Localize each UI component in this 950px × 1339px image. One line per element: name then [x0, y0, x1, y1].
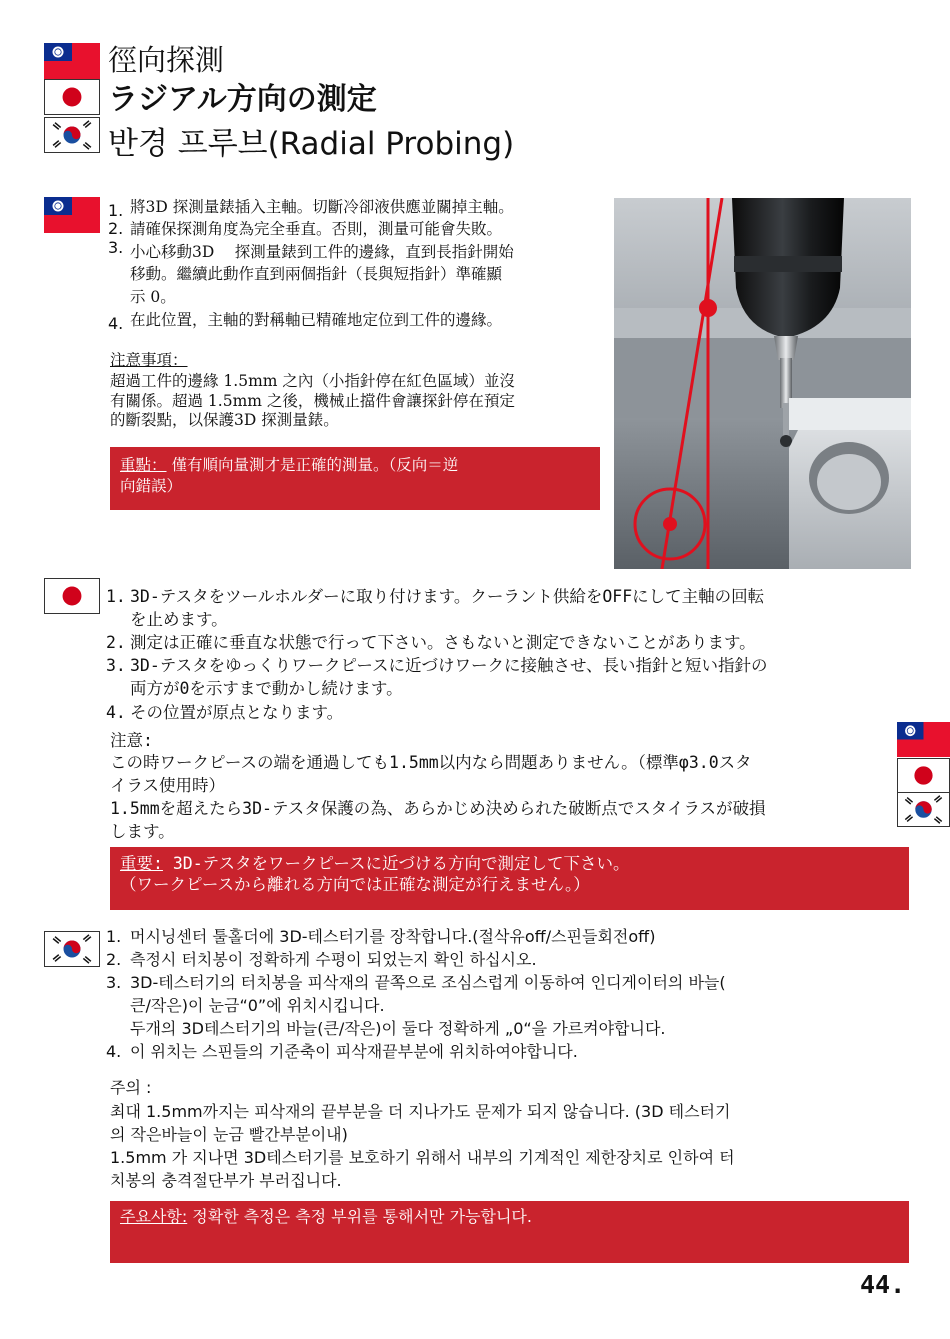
ja-item-2-line-1: 測定は正確に垂直な状態で行って下さい。さもないと測定できないことがあります。: [130, 633, 756, 652]
ko-item-3-num: 3.: [106, 973, 122, 992]
zh-important-label: 重點：: [120, 456, 167, 474]
zh-item-2: 請確保探測角度為完全垂直。否則，測量可能會失敗。: [130, 220, 503, 238]
ja-important-box: [110, 847, 909, 910]
ko-note-line-2: 의 작은바늘이 눈금 빨간부분이내): [110, 1125, 348, 1144]
ko-note-line-4: 치봉의 충격절단부가 부러집니다.: [110, 1171, 342, 1190]
zh-item-3-num: 3.: [108, 238, 124, 257]
taiwan-flag: [44, 197, 100, 233]
ko-important-label: 주요사항:: [120, 1207, 188, 1226]
title-ko: 반경 프루브(Radial Probing): [108, 126, 515, 162]
zh-note-line-1: 超過工件的邊緣 1.5mm 之內（小指針停在紅色區域）並沒: [110, 372, 515, 390]
ja-note-line-3: 1.5mmを超えたら3D-テスタ保護の為、あらかじめ決められた破断点でスタイラスが破損: [110, 799, 766, 818]
korea-flag: [44, 117, 100, 153]
japan-flag: [897, 758, 950, 793]
ko-note-line-3: 1.5mm 가 지나면 3D테스터기를 보호하기 위해서 내부의 기계적인 제한장치로 인하여 터: [110, 1148, 735, 1167]
title-ja: ラジアル方向の測定: [108, 82, 377, 117]
taiwan-flag: [897, 722, 950, 757]
ja-item-3-line-1: 3D-テスタをゆっくりワークピースに近づけワークに接触させ、長い指針と短い指針の: [130, 656, 768, 675]
page-number: 44.: [860, 1270, 906, 1299]
ko-item-3-line-2: 큰/작은)이 눈금“0”에 위치시킵니다.: [130, 996, 385, 1015]
ja-item-3-num: 3.: [106, 656, 126, 675]
ja-item-4-line-1: その位置が原点となります。: [130, 703, 344, 722]
zh-item-3-line-2: 移動。繼續此動作直到兩個指針（長與短指針）準確顯: [130, 265, 503, 283]
ja-note-line-4: します。: [110, 822, 175, 841]
ja-note-heading: 注意:: [110, 731, 153, 750]
title-zh: 徑向探測: [108, 43, 225, 77]
zh-important-box: [110, 447, 600, 510]
ko-note-heading: 주의 :: [110, 1078, 152, 1097]
taiwan-flag: [44, 43, 100, 79]
ko-item-2-line-1: 측정시 터치봉이 정확하게 수평이 되었는지 확인 하십시오.: [130, 950, 537, 969]
zh-note-line-2: 有關係。超過 1.5mm 之後，機械止擋件會讓探針停在預定: [110, 392, 515, 410]
ja-item-4-num: 4.: [106, 703, 126, 722]
ko-item-1-num: 1.: [106, 927, 122, 946]
zh-item-3-line-3: 示 0。: [130, 288, 176, 306]
ja-item-1-line-2: を止めます。: [130, 610, 228, 629]
ja-note-line-2: イラス使用時）: [110, 776, 226, 795]
probe-photo: [614, 198, 911, 569]
ja-important-line-1: 3D-テスタをワークピースに近づける方向で測定して下さい。: [162, 854, 630, 873]
ko-note-line-1: 최대 1.5mm까지는 피삭재의 끝부분을 더 지나가도 문제가 되지 않습니다. (3D 테스터기: [110, 1102, 731, 1121]
ja-item-3-line-2: 両方が0を示すまで動かし続けます。: [130, 679, 403, 698]
ko-item-4-line-1: 이 위치는 스핀들의 기준축이 피삭재끝부분에 위치하여야합니다.: [130, 1042, 578, 1061]
zh-note-heading: 注意事項：: [110, 351, 188, 369]
ko-important-box: [110, 1201, 909, 1263]
zh-item-1-num: 1.: [108, 201, 124, 220]
zh-important-line-2: 向錯誤）: [120, 477, 183, 495]
zh-item-3-line-1: 小心移動3D 探測量錶到工件的邊緣，直到長指針開始: [130, 243, 514, 261]
ja-important-line-2: （ワークピースから離れる方向では正確な測定が行えません。）: [120, 875, 590, 894]
zh-item-2-num: 2.: [108, 219, 124, 238]
zh-important-line-1: 僅有順向量測才是正確的測量。（反向＝逆: [166, 456, 459, 474]
zh-note-line-3: 的斷裂點，以保護3D 探測量錶。: [110, 411, 339, 429]
ja-item-1-line-1: 3D-テスタをツールホルダーに取り付けます。クーラント供給をOFFにして主軸の回転: [130, 587, 765, 606]
ko-item-2-num: 2.: [106, 950, 122, 969]
ko-item-3-line-1: 3D-테스터기의 터치봉을 피삭재의 끝쪽으로 조심스럽게 이동하여 인디게이터의 바늘(: [130, 973, 726, 992]
japan-flag: [44, 79, 100, 115]
ja-important-label: 重要:: [120, 854, 163, 873]
japan-flag: [44, 578, 100, 614]
korea-flag: [897, 792, 950, 827]
ko-important-line-1: 정확한 측정은 측정 부위를 통해서만 가능합니다.: [187, 1207, 532, 1226]
ko-item-4-num: 4.: [106, 1042, 122, 1061]
ko-item-3-line-3: 두개의 3D테스터기의 바늘(큰/작은)이 둘다 정확하게 „0“을 가르켜야합니다.: [130, 1019, 666, 1038]
zh-item-1: 將3D 探測量錶插入主軸。切斷冷卻液供應並關掉主軸。: [130, 198, 514, 216]
zh-item-4: 在此位置，主軸的對稱軸已精確地定位到工件的邊緣。: [130, 311, 503, 329]
ja-note-line-1: この時ワークピースの端を通過しても1.5mm以内なら問題ありません。（標準φ3.0スタ: [110, 753, 752, 772]
ja-item-1-num: 1.: [106, 587, 126, 606]
ko-item-1-line-1: 머시닝센터 툴홀더에 3D-테스터기를 장착합니다.(절삭유off/스핀들회전off): [130, 927, 656, 946]
zh-item-4-num: 4.: [108, 314, 124, 333]
ja-item-2-num: 2.: [106, 633, 126, 652]
korea-flag: [44, 931, 100, 967]
